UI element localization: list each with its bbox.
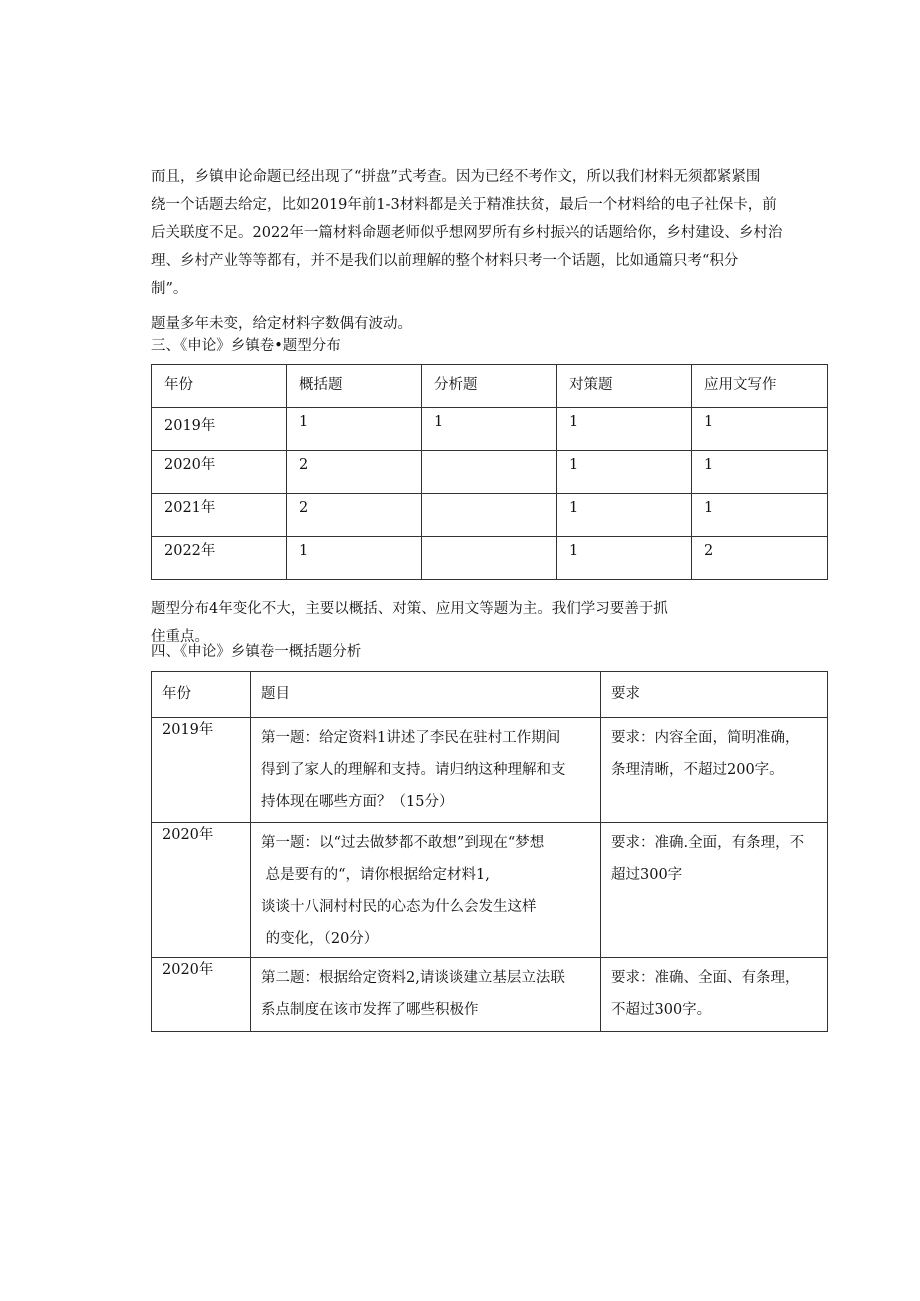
table-row [152, 408, 828, 451]
year-cell: 2019年 [162, 722, 214, 738]
table-cell: 1 [704, 500, 714, 516]
question-line: 谈谈十八洞村村民的心态为什么会发生这样 [261, 899, 537, 915]
table-header-row [152, 365, 828, 408]
table-row [152, 958, 828, 1032]
table-cell: 1 [569, 414, 579, 430]
summary-question-table [151, 671, 828, 1032]
header-cell: 应用文写作 [704, 377, 777, 393]
table-cell: 1 [299, 543, 309, 559]
table-cell: 1 [704, 457, 714, 473]
intro-line: 而且，乡镇申论命题已经出现了“拼盘”式考查。因为已经不考作文，所以我们材料无须都紧紧围 [151, 169, 761, 185]
question-cell [251, 958, 600, 1026]
table-row [152, 823, 828, 958]
requirement-cell [601, 958, 827, 1026]
question-line: 系点制度在该市发挥了哪些积极作 [261, 1002, 479, 1018]
year-cell: 2021年 [164, 500, 216, 516]
requirement-line: 超过300字 [611, 867, 683, 883]
question-type-table [151, 364, 828, 580]
table-cell: 1 [299, 414, 309, 430]
intro-line: 绕一个话题去给定，比如2019年前1-3材料都是关于精准扶贫，最后一个材料给的电子社保卡，前 [151, 197, 777, 213]
header-cell: 年份 [164, 377, 193, 393]
table-cell: 2 [299, 457, 309, 473]
question-line: 第一题：以“过去做梦都不敢想”到现在“梦想 [261, 835, 545, 851]
question-line: 总是要有的“，请你根据给定材料1, [261, 867, 490, 883]
header-cell: 分析题 [434, 377, 478, 393]
table-cell: 1 [569, 457, 579, 473]
table-header-row [152, 672, 828, 718]
requirement-cell [601, 823, 827, 891]
table-cell: 2 [704, 543, 714, 559]
table-cell [422, 451, 556, 455]
requirement-line: 要求：准确、全面、有条理， [611, 970, 800, 986]
question-line: 第二题：根据给定资料2,请谈谈建立基层立法联 [261, 970, 565, 986]
section4-title: 四、《申论》乡镇卷一概括题分析 [151, 644, 362, 660]
table-cell [422, 537, 556, 541]
table-row [152, 718, 828, 823]
requirement-cell [601, 718, 827, 786]
header-cell: 题目 [261, 686, 290, 702]
requirement-line: 不超过300字。 [611, 1002, 712, 1018]
intro-note: 题量多年未变，给定材料字数偶有波动。 [151, 316, 412, 332]
question-line: 得到了家人的理解和支持。请归纳这种理解和支 [261, 762, 566, 778]
header-cell: 概括题 [299, 377, 343, 393]
table-cell: 1 [569, 500, 579, 516]
question-line: 持体现在哪些方面？（15分） [261, 794, 454, 810]
year-cell: 2020年 [162, 827, 214, 843]
year-cell: 2020年 [164, 457, 216, 473]
requirement-line: 要求：内容全面，简明准确， [611, 730, 800, 746]
year-cell: 2020年 [162, 962, 214, 978]
table-cell: 1 [434, 414, 444, 430]
table-cell: 2 [299, 500, 309, 516]
summary-line: 住重点。 [151, 629, 209, 645]
header-cell: 要求 [611, 686, 640, 702]
question-cell [251, 718, 600, 818]
question-line: 的变化，（20分） [261, 931, 379, 947]
requirement-line: 要求：准确.全面，有条理，不 [611, 835, 805, 851]
intro-line: 后关联度不足。2022年一篇材料命题老师似乎想网罗所有乡村振兴的话题给你，乡村建设、乡村治 [151, 225, 783, 241]
table-row [152, 537, 828, 580]
section3-title: 三、《申论》乡镇卷•题型分布 [151, 338, 341, 354]
summary-line: 题型分布4年变化不大，主要以概括、对策、应用文等题为主。我们学习要善于抓 [151, 601, 668, 617]
intro-line: 制”。 [151, 281, 188, 297]
header-cell: 对策题 [569, 377, 613, 393]
year-cell: 2022年 [164, 543, 216, 559]
year-cell: 2019年 [164, 418, 216, 434]
requirement-line: 条理清晰，不超过200字。 [611, 762, 784, 778]
table-cell: 1 [569, 543, 579, 559]
intro-paragraph [151, 163, 831, 303]
table-row [152, 451, 828, 494]
intro-line: 理、乡村产业等等都有，并不是我们以前理解的整个材料只考一个话题，比如通篇只考“积分 [151, 253, 739, 269]
header-cell: 年份 [162, 686, 191, 702]
question-line: 第一题：给定资料1讲述了李民在驻村工作期间 [261, 730, 561, 746]
table-cell: 1 [704, 414, 714, 430]
table-row [152, 494, 828, 537]
question-cell [251, 823, 600, 955]
table-cell [422, 494, 556, 498]
